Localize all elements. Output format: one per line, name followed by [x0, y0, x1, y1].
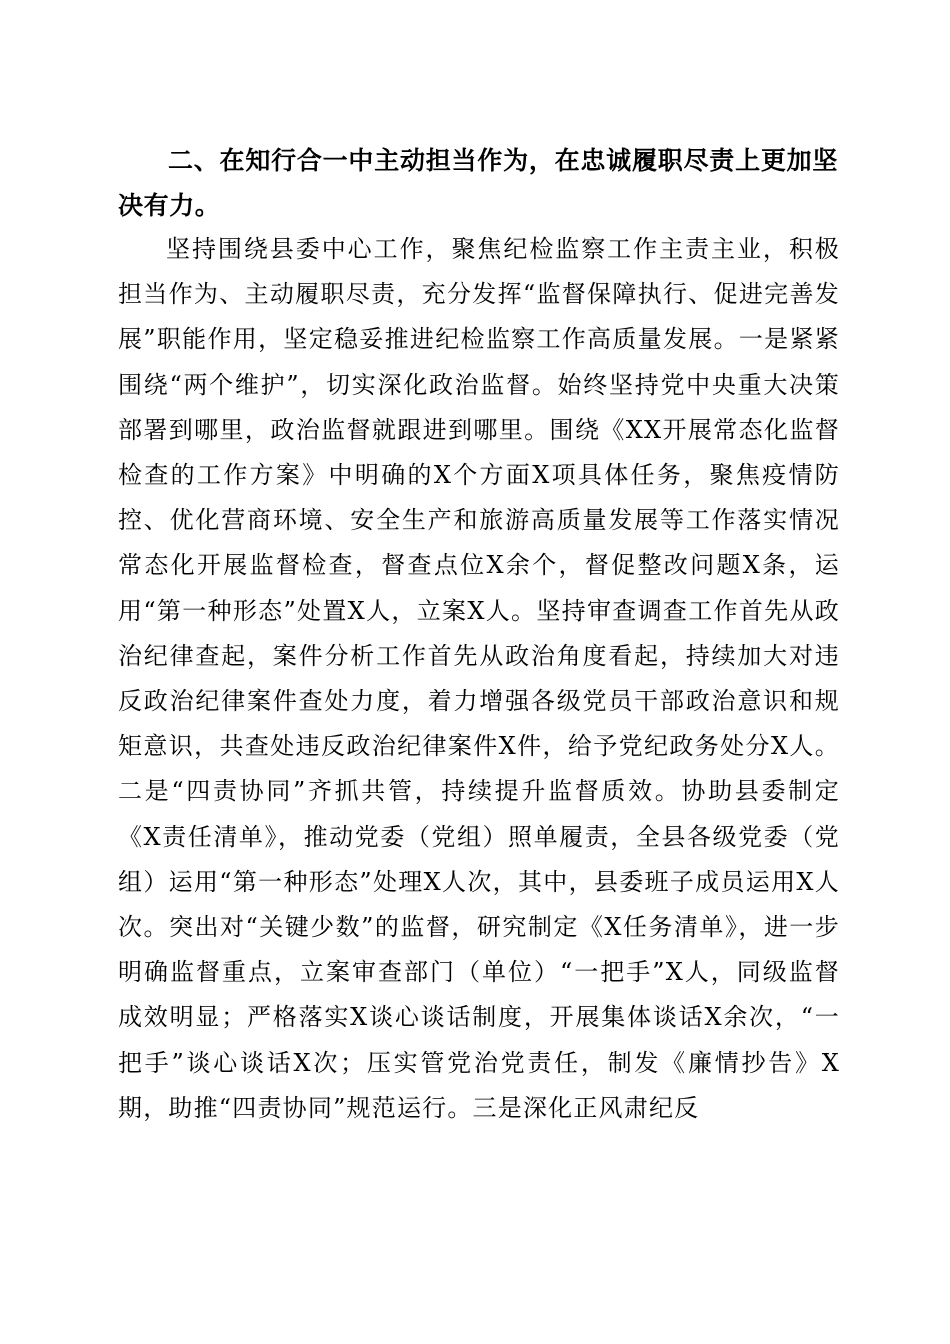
- body-paragraph: 坚持围绕县委中心工作，聚焦纪检监察工作主责主业，积极担当作为、主动履职尽责，充分发挥“监督保障执行、促进完善发展”职能作用，坚定稳妥推进纪检监察工作高质量发展。一是紧紧围绕“两个维护”，切实深化政治监督。始终坚持党中央重大决策部署到哪里，政治监督就跟进到哪里。围绕《XX开展常态化监督检查的工作方案》中明确的X个方面X项具体任务，聚焦疫情防控、优化营商环境、安全生产和旅游高质量发展等工作落实情况常态化开展监督检查，督查点位X余个，督促整改问题X条，运用“第一种形态”处置X人，立案X人。坚持审查调查工作首先从政治纪律查起，案件分析工作首先从政治角度看起，持续加大对违反政治纪律案件查处力度，着力增强各级党员干部政治意识和规矩意识，共查处违反政治纪律案件X件，给予党纪政务处分X人。二是“四责协同”齐抓共管，持续提升监督质效。协助县委制定《X责任清单》，推动党委（党组）照单履责，全县各级党委（党组）运用“第一种形态”处理X人次，其中，县委班子成员运用X人次。突出对“关键少数”的监督，研究制定《X任务清单》，进一步明确监督重点，立案审查部门（单位）“一把手”X人，同级监督成效明显；严格落实X谈心谈话制度，开展集体谈话X余次，“一把手”谈心谈话X次；压实管党治党责任，制发《廉情抄告》X期，助推“四责协同”规范运行。三是深化正风肃纪反: [118, 235, 840, 1122]
- section-heading: 二、在知行合一中主动担当作为，在忠诚履职尽责上更加坚决有力。: [118, 146, 838, 220]
